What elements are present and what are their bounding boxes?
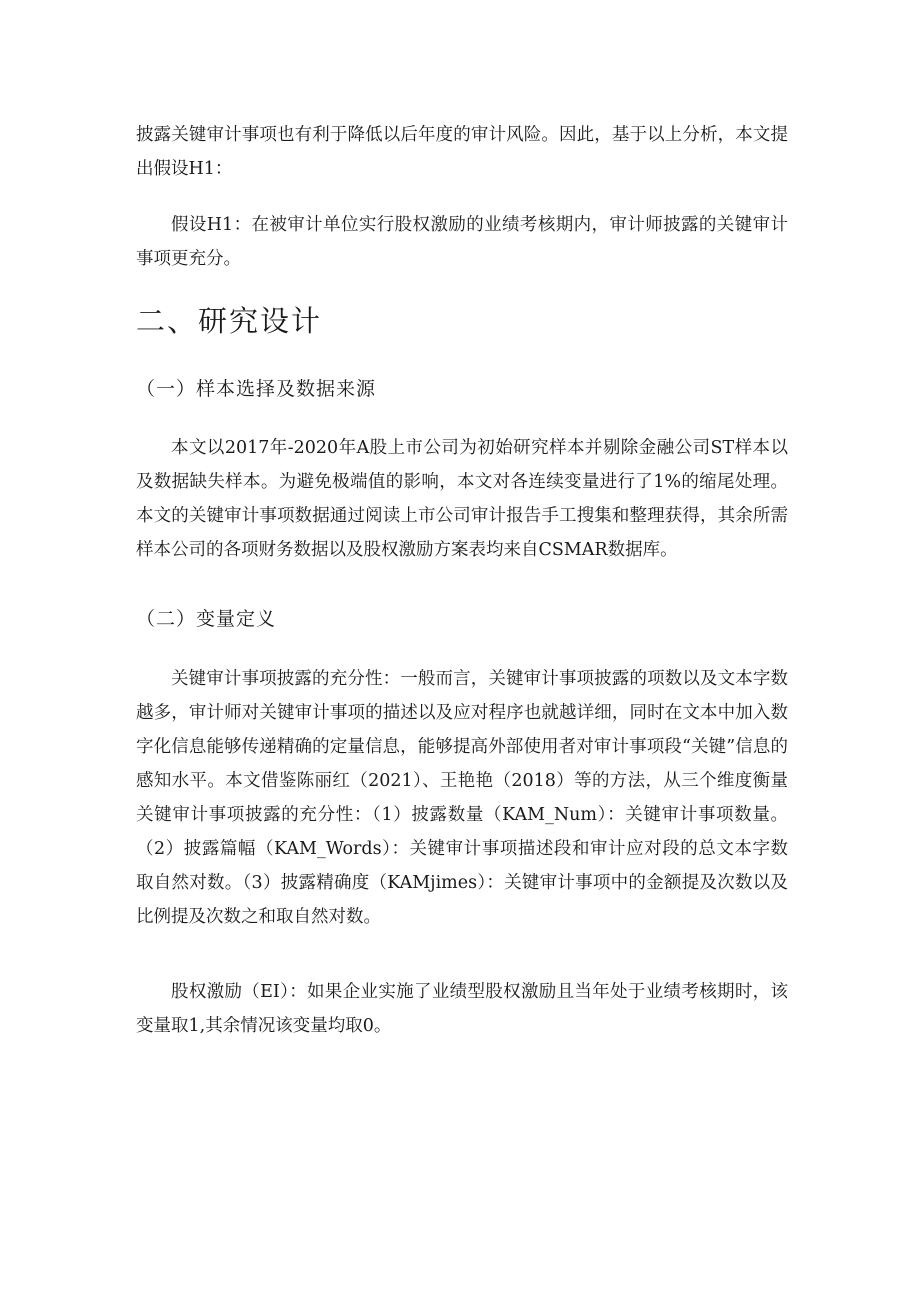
paragraph-kam-definition: 关键审计事项披露的充分性：一般而言，关键审计事项披露的项数以及文本字数越多，审计师对关键审计事项的描述以及应对程序也就越详细，同时在文本中加入数字化信息能够传递精确的定量信息，能够提高外部使用者对审计事项段“关键”信息的感知水平。本文借鉴陈丽红（2021）、王艳艳（2018）等的方法，从三个维度衡量关键审计事项披露的充分性：（1）披露数量（KAM_Num）：关键审计事项数量。（2）披露篇幅（KAM_Words）：关键审计事项描述段和审计应对段的总文本字数取自然对数。（3）披露精确度（KAMjimes）：关键审计事项中的金额提及次数以及比例提及次数之和取自然对数。 <box>136 669 788 927</box>
subsection-heading-variables: （二）变量定义 <box>136 608 277 630</box>
paragraph-sample-selection: 本文以2017年-2020年A股上市公司为初始研究样本并剔除金融公司ST样本以及数据缺失样本。为避免极端值的影响，本文对各连续变量进行了1%的缩尾处理。本文的关键审计事项数据通过阅读上市公司审计报告手工搜集和整理获得，其余所需样本公司的各项财务数据以及股权激励方案表均来自CSMAR数据库。 <box>136 438 788 560</box>
subsection-heading-sample: （一）样本选择及数据来源 <box>136 378 377 400</box>
paragraph-hypothesis-h1: 假设H1：在被审计单位实行股权激励的业绩考核期内，审计师披露的关键审计事项更充分。 <box>136 215 788 269</box>
paragraph-equity-incentive: 股权激励（EI）：如果企业实施了业绩型股权激励且当年处于业绩考核期时，该变量取1,其余情况该变量均取0。 <box>136 982 788 1036</box>
paragraph-hypothesis-intro: 披露关键审计事项也有利于降低以后年度的审计风险。因此，基于以上分析，本文提出假设H1： <box>136 125 788 179</box>
section-heading-research-design: 二、研究设计 <box>136 304 323 338</box>
